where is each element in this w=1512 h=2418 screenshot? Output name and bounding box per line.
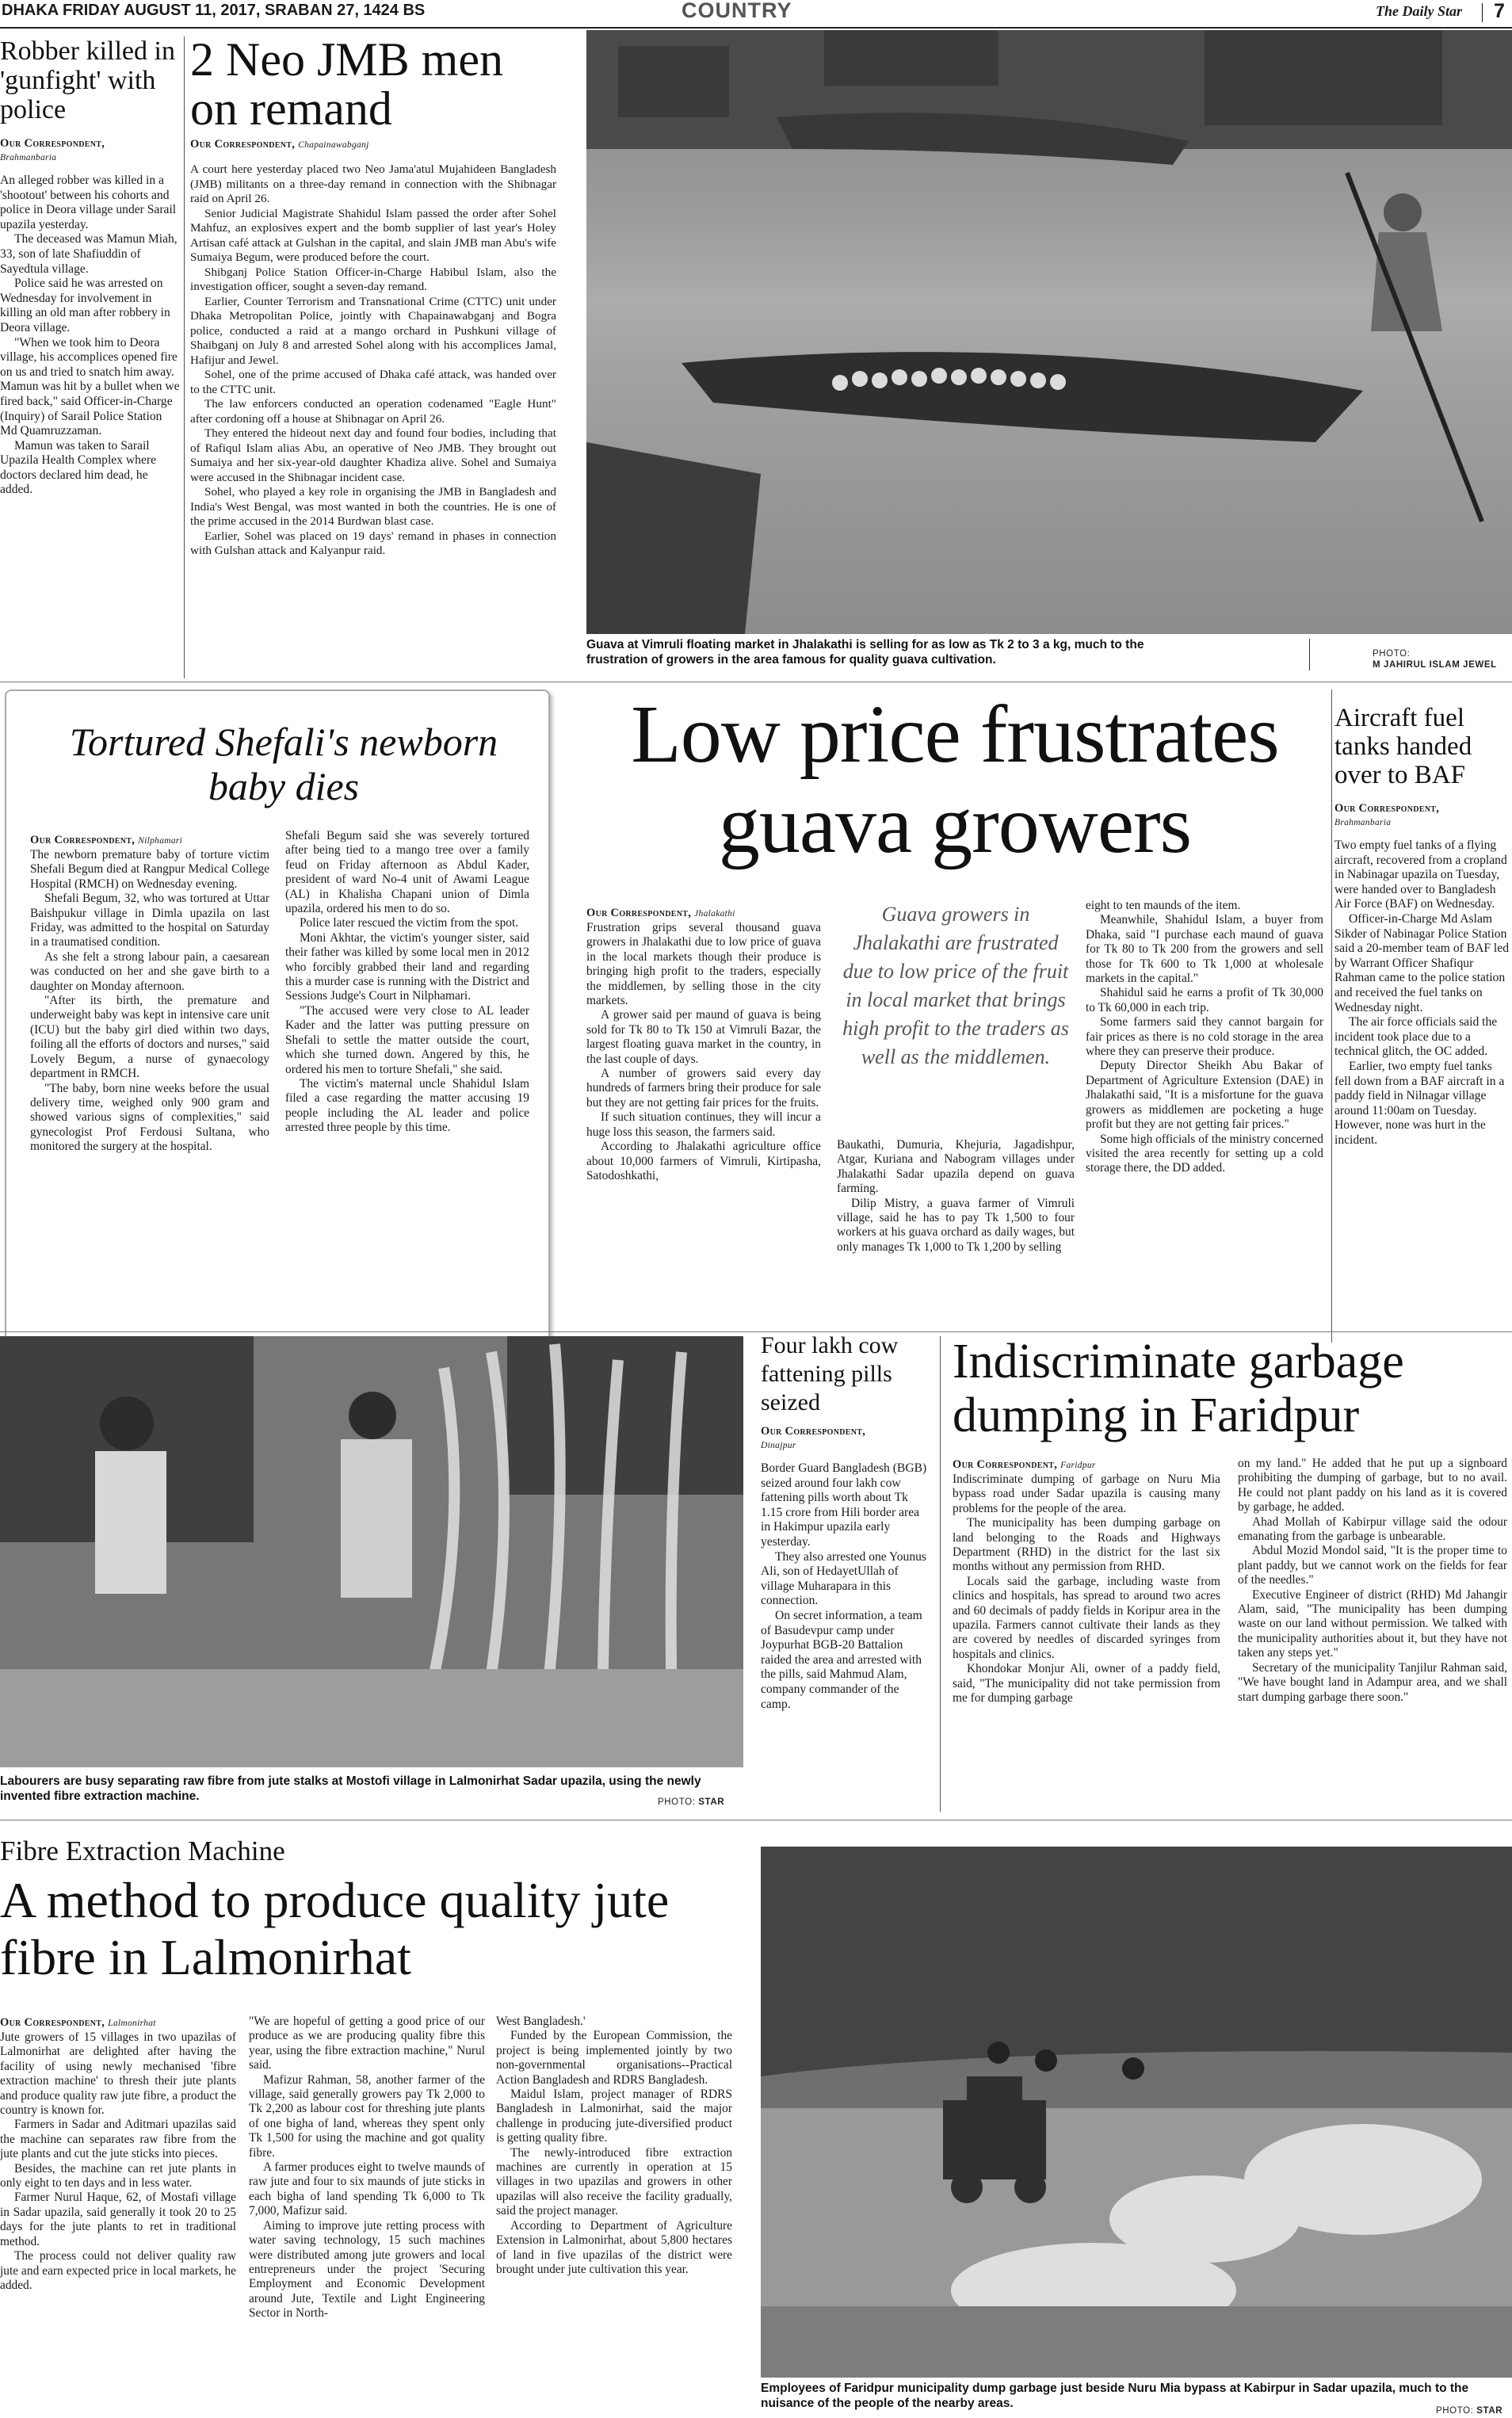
- byline: Our Correspondent, Lalmonirhat: [0, 2016, 156, 2029]
- headline: Robber killed in 'gunfight' with police: [0, 36, 175, 124]
- jute-photo-credit: PHOTO: STAR: [658, 1797, 725, 1807]
- garbage-photo-caption: Employees of Faridpur municipality dump garbage just beside Nuru Mia bypass at Kabirpur in Sadar upazila, much to the nuisance of the people of the nearby areas.: [761, 2382, 1469, 2410]
- article-col-2: Baukathi, Dumuria, Khejuria, Jagadishpur, Atgar, Kuriana and Nabogram villages under Jhalakathi Sadar upazila depend on guava farming. Dilip Mistry, a guava farmer of Vimruli village, said he has to pay Tk 1,500 to four workers at his guava orchard as daily wages, but only manages Tk 1,000 to Tk 1,200 by selling: [837, 1138, 1075, 1254]
- byline: Our Correspondent, Faridpur: [953, 1458, 1096, 1471]
- byline: Our Correspondent, Jhalakathi: [586, 907, 735, 919]
- article-body: Border Guard Bangladesh (BGB) seized around four lakh cow fattening pills worth about Tk 1.15 crore from Hili border area in Hakimpur upazila early yesterday. They also arrested one Younus Ali, son of HedayetUllah of village Muharapara in this connection. On secret information, a team of Basudevpur camp under Joypurhat BGB-20 Battalion raided the area and arrested with the pills, said Mahmud Alam, company commander of the camp.: [761, 1461, 927, 1711]
- jute-photo-caption: Labourers are busy separating raw fibre from jute stalks at Mostofi village in Lalmonirhat Sadar upazila, using the newly invented fibre extraction machine.: [0, 1774, 701, 1803]
- byline: Our Correspondent, Brahmanbaria: [1334, 802, 1440, 827]
- article-col-2: "We are hopeful of getting a good price of our produce as we are producing quality fibre this year, using the fibre extraction machine," Nurul said. Mafizur Rahman, 58, another farmer of the village, said generally growers pay Tk 2,000 to Tk 2,200 as labour cost for threshing jute plants of one bigha of land, whereas they spent only Tk 1,500 for using the machine and got quality fibre. A farmer produces eight to twelve maunds of raw jute and four to six maunds of jute sticks in each bigha of land spending Tk 6,000 to Tk 7,000, Mafizur said. Aiming to improve jute retting process with water saving technology, 15 such machines were distributed among jute growers and local entrepreneurs under the project 'Securing Employment and Economic Development around Jute, Textile and Light Engineering Sector in North-: [249, 2015, 485, 2321]
- guava-market-illustration: [586, 30, 1512, 634]
- garbage-story: [953, 1335, 1507, 1706]
- guava-photo-credit: PHOTO: M JAHIRUL ISLAM JEWEL: [1373, 649, 1497, 670]
- page-number: 7: [1494, 0, 1505, 22]
- dateline: DHAKA FRIDAY AUGUST 11, 2017, SRABAN 27, 1424 BS: [2, 2, 426, 19]
- garbage-dump-photo: [761, 1847, 1512, 2378]
- byline: Our Correspondent, Brahmanbaria: [0, 137, 105, 162]
- article-col-3: eight to ten maunds of the item. Meanwhile, Shahidul Islam, a buyer from Dhaka, said "I purchase each maund of guava for Tk 80 to Tk 200 from the growers and sell those for Tk 600 to Tk 1,000 at wholesale markets in the capital." Shahidul said he earns a profit of Tk 30,000 to Tk 60,000 in each trip. Some farmers said they cannot bargain for fair prices as there is no cold storage in the area where they can preserve their produce. Deputy Director Sheikh Abu Bakar of Department of Agriculture Extension (DAE) in Jhalakathi said, "It is a misfortune for the guava growers as middlemen are pocketing a huge profit but they are not getting fair prices." Some high officials of the ministry concerned visited the area recently for setting up a cold storage there, the DD added.: [1086, 899, 1323, 1175]
- article-col-2: on my land." He added that he put up a signboard prohibiting the dumping of garbage, but to no avail. He could not plant paddy on his land as it is covered by garbage, he added. Ahad Mollah of Kabirpur village said the odour emanating from the garbage is unbearable. Abdul Mozid Mondol said, "It is the proper time to plant paddy, but we cannot work on the fields for fear of the needles." Executive Engineer of district (RHD) Md Jahangir Alam, said, "The municipality has been dumping waste on our land without permission. We talked with the municipality authorities about it, but they have not taken any steps yet." Secretary of the municipality Tanjilur Rahman said, "We have bought land in Adampur area, and we shall start dumping garbage there soon.": [1238, 1457, 1507, 1704]
- article-col-1: The newborn premature baby of torture victim Shefali Begum died at Rangpur Medical College Hospital (RMCH) on Wednesday evening. Shefali Begum, 32, who was tortured at Uttar Baishpukur village in Dimla upazila on last Friday, was admitted to the hospital on Saturday in a traumatised condition. As she felt a strong labour pain, a caesarean was conducted on her and she gave birth to a daughter on Monday afternoon. "After its birth, the premature and underweight baby was kept in intensive care unit (ICU) but the baby girl died within two days, foiling all the efforts of doctors and nurses," said Lovely Begum, a nurse of gynaecology department in RMCH. "The baby, born nine weeks before the usual delivery time, weighed only 900 gram and showed various signs of complexities," said gynecologist Prof Ferdousi Sultana, who monitored the surgery at the hospital.: [30, 848, 269, 1154]
- headline: 2 Neo JMB men on remand: [190, 33, 503, 135]
- article-col-1: Jute growers of 15 villages in two upazilas of Lalmonirhat are delighted after having the facility of using newly mechanised 'fibre extraction machine' to thresh their jute plants and produce quality raw jute fibre, a product the country is known for. Farmers in Sadar and Aditmari upazilas said the machine can separates raw fibre from the jute plants and cut the jute sticks into pieces. Besides, the machine can ret jute plants in only eight to ten days and in less water. Farmer Nurul Haque, 62, of Mostafi village in Sadar upazila, said generally it took 20 to 25 days for the jute plants to ret in traditional method. The process could not deliver quality raw jute and earn expected price in local markets, he added.: [0, 2030, 236, 2292]
- guava-market-photo: [586, 30, 1512, 634]
- guava-photo-caption: Guava at Vimruli floating market in Jhalakathi is selling for as low as Tk 2 to 3 a kg, much to the frustration of growers in the area famous for quality guava cultivation.: [586, 638, 1144, 667]
- garbage-photo-credit: PHOTO: STAR: [1436, 2406, 1503, 2416]
- kicker: Fibre Extraction Machine: [0, 1835, 285, 1866]
- byline: Our Correspondent, Chapainawabganj: [190, 138, 369, 151]
- jmb-story: [190, 35, 556, 559]
- guava-story: [586, 689, 1323, 1254]
- aircraft-story: [1334, 704, 1510, 1148]
- byline: Our Correspondent, Nilphamari: [30, 834, 183, 846]
- article-body: Two empty fuel tanks of a flying aircraft, recovered from a cropland in Nabinagar upazila on Tuesday, were handed over to Bangladesh Air Force (BAF) on Wednesday. Officer-in-Charge Md Aslam Sikder of Nabinagar Police Station said a 20-member team of BAF led by Warrant Officer Shafiqur Rahman came to the police station and received the fuel tanks on Wednesday night. The air force officials said the incident took place due to a technical glitch, the OC added. Earlier, two empty fuel tanks fell down from a BAF aircraft in a paddy field in Nilnagar village around 11:00am on Tuesday. However, none was hurt in the incident.: [1334, 838, 1509, 1147]
- shefali-story-box: [5, 689, 550, 1343]
- headline: A method to produce quality jute fibre in Lalmonirhat: [0, 1872, 670, 1985]
- masthead: [0, 0, 1512, 27]
- article-col-2: Shefali Begum said she was severely tortured after being tied to a mango tree over a family feud on Friday afternoon as Abdul Kader, president of ward No-4 unit of Awami League (AL) in Khalisha Chapani union of Dimla upazila, ordered his men to do so. Police later rescued the victim from the spot. Moni Akhtar, the victim's younger sister, said their father was killed by some local men in 2012 who forcibly grabbed their land and regarding this a murder case is running with the District and Sessions Judge's Court in Nilphamari. "The accused were very close to AL leader Kader and the latter was putting pressure on Shefali to settle the matter outside the court, which she turned down. Angered by this, he ordered his men to torture Shefali," she said. The victim's maternal uncle Shahidul Islam filed a case regarding the matter accusing 19 people including the AL leader and police arrested three people by this time.: [285, 829, 529, 1135]
- jute-labourers-photo: [0, 1336, 743, 1767]
- pull-quote: Guava growers in Jhalakathi are frustrated due to low price of the fruit in local market that brings high profit to the traders as well as the middlemen.: [842, 903, 1069, 1068]
- article-col-3: West Bangladesh.' Funded by the European Commission, the project is being implemented jointly by two non-governmental organisations--Practical Action Bangladesh and RDRS Bangladesh. Maidul Islam, project manager of RDRS Bangladesh in Lalmonirhat, said the major challenge in producing jute-diversified product is getting quality fibre. The newly-introduced fibre extraction machines are currently in operation at 15 villages in two upazilas and growers in other upazilas will also receive the facility gradually, said the project manager. According to Department of Agriculture Extension in Lalmonirhat, about 5,800 hectares of land in five upazilas of the district were brought under jute cultivation this year.: [496, 2015, 732, 2276]
- robber-story: [0, 36, 181, 498]
- cow-pills-story: [761, 1331, 932, 1712]
- article-col-1: Indiscriminate dumping of garbage on Nuru Mia bypass road under Sadar upazila is causing many problems for the people of the area. The municipality has been dumping garbage on land belonging to the Roads and Highways Department (RHD) in the district for the last six months without any permission from RHD. Locals said the garbage, including waste from clinics and hospitals, has spread to around two acres and 60 decimals of paddy fields in Koripur area in the upazila. Farmers cannot cultivate their lands as they are covered by needles of discarded syringes from hospitals and clinics. Khondokar Monjur Ali, owner of a paddy field, said, "The municipality did not take permission from me for dumping garbage: [953, 1473, 1220, 1706]
- headline: Four lakh cow fattening pills seized: [761, 1332, 899, 1415]
- jute-labourers-illustration: [0, 1336, 743, 1767]
- article-col-1: Frustration grips several thousand guava growers in Jhalakathi due to low price of guava in the local markets though their produce is bringing high profit to the traders, especially the middlemen, by selling those in the city markets. A grower said per maund of guava is being sold for Tk 80 to Tk 150 at Vimruli Bazar, the largest floating guava market in the country, in the last couple of days. A number of growers said every day hundreds of farmers bring their produce for sale but they are not getting fair prices for the fruits. If such situation continues, they will incur a huge loss this season, the farmers said. According to Jhalakathi agriculture office about 10,000 farmers of Vimruli, Kirtipasha, Satodoshkathi,: [586, 921, 821, 1182]
- article-body: A court here yesterday placed two Neo Jama'atul Mujahideen Bangladesh (JMB) militants on a three-day remand in connection with the Shibnagar raid on April 26. Senior Judicial Magistrate Shahidul Islam passed the order after Sohel Mahfuz, an explosives expert and the bomb supplier of last year's Holey Artisan café attack at Gulshan in the capital, and slain JMB man Abu's wife Sumaiya Begum, were produced before the court. Shibganj Police Station Officer-in-Charge Habibul Islam, also the investigation officer, sought a seven-day remand. Earlier, Counter Terrorism and Transnational Crime (CTTC) unit under Dhaka Metropolitan Police, jointly with Chapainawabganj and Bogra police, conducted a raid at a mango orchard in Pushkuni village of Shaibganj on July 8 and arrested Sohel along with his accomplices Jamal, Hafijur and Jewel. Sohel, one of the prime accused of Dhaka café attack, was handed over to the CTTC unit. The law enforcers conducted an operation codenamed "Eagle Hunt" after cordoning off a house at Shibnagar on April 26. They entered the hideout next day and found four bodies, including that of Rafiqul Islam alias Abu, an operative of Neo JMB. They brought out Sumaiya and her six-year-old daughter Khadiza alive. Sohel and Sumaiya were accused in the Shibnagar incident case. Sohel, who played a key role in organising the JMB in Bangladesh and India's West Bengal, was most wanted in both the countries. He is one of the prime accused in the 2014 Burdwan blast case. Earlier, Sohel was placed on 19 days' remand in phases in connection with Gulshan attack and Kalyanpur raid.: [190, 162, 556, 557]
- fibre-story: [0, 1835, 737, 2321]
- headline: Indiscriminate garbage dumping in Faridpur: [953, 1335, 1404, 1442]
- byline: Our Correspondent, Dinajpur: [761, 1425, 866, 1450]
- garbage-dump-illustration: [761, 1847, 1512, 2378]
- headline: Low price frustrates guava growers: [631, 689, 1279, 870]
- headline: Aircraft fuel tanks handed over to BAF: [1334, 704, 1472, 789]
- headline: Tortured Shefali's newborn baby dies: [69, 720, 498, 808]
- paper-name: The Daily Star: [1376, 3, 1463, 19]
- article-body: An alleged robber was killed in a 'shootout' between his cohorts and police in Deora village under Sarail upazila yesterday. The deceased was Mamun Miah, 33, son of late Shafiuddin of Sayedtula village. Police said he was arrested on Wednesday for involvement in killing an old man after robbery in Deora village. "When we took him to Deora village, his accomplices opened fire on us and tried to snatch him away. Mamun was hit by a bullet when we fired back," said Officer-in-Charge (Inquiry) of Sarail Police Station Md Quamruzzaman. Mamun was taken to Sarail Upazila Health Complex where doctors declared him dead, he added.: [0, 174, 180, 497]
- section-label: COUNTRY: [682, 0, 792, 22]
